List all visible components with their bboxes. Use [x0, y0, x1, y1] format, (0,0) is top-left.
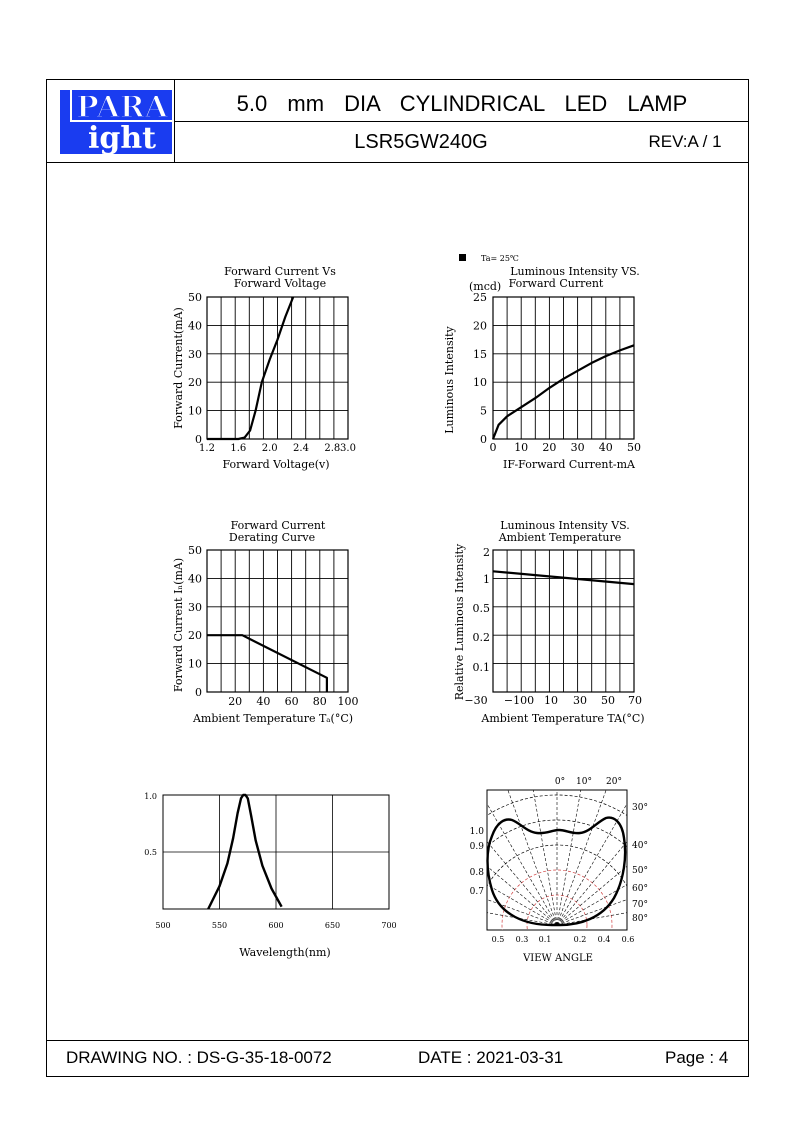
y-tick-label: 1	[483, 573, 490, 586]
y-axis-label: Luminous Intensity	[443, 326, 456, 434]
unit-label: (mcd)	[469, 280, 502, 293]
x-tick-label: 10	[544, 694, 558, 707]
x-tick-label: 700	[381, 921, 397, 930]
y-tick-label: 1.0	[144, 792, 157, 801]
x-tick-label: 30	[570, 441, 585, 454]
legend-square	[459, 254, 466, 261]
y-tick-label: 20	[473, 319, 487, 333]
x-tick-label: 550	[211, 921, 228, 930]
x-tick-label: 1.2	[199, 443, 215, 454]
x-tick-label: 1.6	[230, 443, 247, 454]
bottom-label: 0.3	[515, 935, 529, 944]
y-tick-label: 0.5	[472, 602, 490, 615]
y-tick-label: 15	[473, 347, 487, 361]
angle-label: 30°	[632, 803, 648, 813]
x-axis-label: VIEW ANGLE	[523, 953, 593, 964]
chart-title: Derating Curve	[228, 531, 316, 544]
x-tick-label: 2.8	[324, 443, 341, 454]
y-tick-label: 30	[188, 600, 202, 614]
radial-label: 1.0	[469, 827, 484, 837]
chart-title: Luminous Intensity VS.	[500, 519, 630, 532]
y-tick-label: 10	[473, 376, 487, 390]
x-tick-label: 60	[284, 695, 299, 708]
y-tick-label: 0.1	[472, 661, 490, 674]
angle-label: 0°	[554, 777, 566, 787]
x-axis-label: Wavelength(nm)	[239, 946, 331, 959]
chart-title: Forward Voltage	[233, 277, 327, 290]
angle-label: 20°	[606, 777, 622, 787]
x-tick-label: 80	[312, 695, 327, 708]
y-tick-label: 0.2	[472, 631, 490, 644]
x-tick-label: 20	[542, 441, 557, 454]
y-tick-label: 0	[480, 433, 487, 446]
angle-label: 60°	[632, 884, 648, 894]
x-tick-label: 20	[228, 695, 243, 708]
chart-title: Luminous Intensity VS.	[510, 265, 640, 278]
svg-text:ight: ight	[87, 121, 157, 154]
bottom-label: 0.5	[491, 935, 505, 944]
chart-spectrum	[144, 792, 396, 959]
radial-label: 0.7	[469, 887, 484, 897]
angle-label: 70°	[632, 900, 648, 910]
svg-text:PARA: PARA	[76, 90, 168, 125]
x-axis-label: Forward Voltage(v)	[222, 458, 330, 471]
polar-spoke	[469, 778, 557, 925]
condition-text: Ta= 25℃	[481, 254, 519, 263]
radial-label: 0.8	[469, 868, 484, 878]
x-tick-label: 650	[324, 921, 341, 930]
polar-spoke	[557, 795, 666, 925]
x-tick-label: 40	[598, 441, 613, 454]
y-tick-label: 30	[188, 347, 202, 361]
x-tick-label: −100	[503, 694, 535, 707]
chart-derating-curve	[172, 519, 359, 725]
chart-view-angle	[390, 755, 725, 1055]
x-tick-label: 50	[601, 694, 615, 707]
radiation-pattern	[488, 818, 626, 925]
y-tick-label: 20	[188, 376, 202, 390]
polar-spoke	[410, 840, 557, 925]
y-tick-label: 10	[188, 657, 202, 671]
page-number: Page : 4	[665, 1048, 729, 1067]
y-tick-label: 2	[483, 546, 490, 559]
y-tick-label: 5	[480, 404, 487, 418]
y-tick-label: 10	[188, 404, 202, 418]
part-number: LSR5GW240G	[354, 131, 488, 153]
y-tick-label: 0	[195, 433, 202, 446]
document-title: 5.0 mm DIA CYLINDRICAL LED LAMP	[236, 91, 688, 116]
x-tick-label: 70	[628, 694, 642, 707]
polar-grid	[390, 755, 725, 1055]
polar-spoke	[390, 895, 557, 925]
y-tick-label: 50	[188, 544, 202, 557]
bottom-label: 0.6	[621, 935, 635, 944]
x-axis-label: IF-Forward Current-mA	[502, 458, 636, 471]
x-tick-label: 100	[337, 695, 359, 708]
chart-title: Forward Current Vs	[224, 265, 336, 278]
polar-spoke	[554, 777, 642, 925]
bottom-label: 0.1	[538, 935, 552, 944]
chart-title: Ambient Temperature	[498, 531, 622, 544]
bottom-label: 0.2	[573, 935, 587, 944]
condition-note	[459, 254, 519, 263]
x-tick-label: 30	[573, 694, 587, 707]
polar-spoke	[448, 795, 557, 925]
x-tick-label: 2.4	[293, 443, 309, 454]
y-tick-label: 0.5	[144, 848, 157, 857]
chart-intensity-vs-current	[443, 265, 641, 471]
angle-label: 10°	[576, 777, 592, 787]
x-tick-label: 3.0	[340, 443, 356, 454]
polar-spoke	[527, 758, 557, 925]
angle-label: 50°	[632, 866, 648, 876]
x-tick-label: 50	[627, 441, 641, 454]
x-tick-label: 500	[155, 921, 171, 930]
angle-label: 40°	[632, 841, 648, 851]
x-tick-label: 10	[514, 441, 529, 454]
polar-spoke	[557, 840, 704, 925]
x-tick-label: −30	[464, 694, 488, 707]
angle-label: 80°	[632, 914, 648, 924]
chart-intensity-vs-temperature	[453, 519, 645, 725]
x-tick-label: 40	[256, 695, 271, 708]
date-label: DATE : 2021-03-31	[418, 1048, 564, 1067]
x-tick-label: 2.0	[261, 443, 278, 454]
y-tick-label: 40	[188, 572, 202, 586]
y-tick-label: 25	[473, 291, 487, 304]
y-tick-label: 20	[188, 629, 202, 643]
radial-label: 0.9	[469, 842, 484, 852]
x-axis-label: Ambient Temperature TA(°C)	[481, 712, 645, 725]
series-line	[207, 297, 293, 439]
chart-title: Forward Current	[230, 519, 326, 532]
chart-forward-current-vs-voltage	[172, 265, 356, 471]
y-tick-label: 40	[188, 319, 202, 333]
y-tick-label: 0	[195, 686, 202, 699]
y-tick-label: 50	[188, 291, 202, 304]
chart-title: Forward Current	[508, 277, 604, 290]
bottom-label: 0.4	[597, 935, 611, 944]
y-axis-label: Forward Current Iₙ(mA)	[172, 557, 185, 693]
x-tick-label: 600	[268, 921, 284, 930]
y-axis-label: Relative Luminous Intensity	[453, 543, 466, 701]
revision-label: REV:A / 1	[648, 132, 722, 151]
x-axis-label: Ambient Temperature Tₐ(°C)	[192, 712, 354, 725]
x-tick-label: 0	[489, 441, 497, 454]
drawing-number: DRAWING NO. : DS-G-35-18-0072	[66, 1048, 332, 1067]
y-axis-label: Forward Current(mA)	[172, 307, 185, 429]
